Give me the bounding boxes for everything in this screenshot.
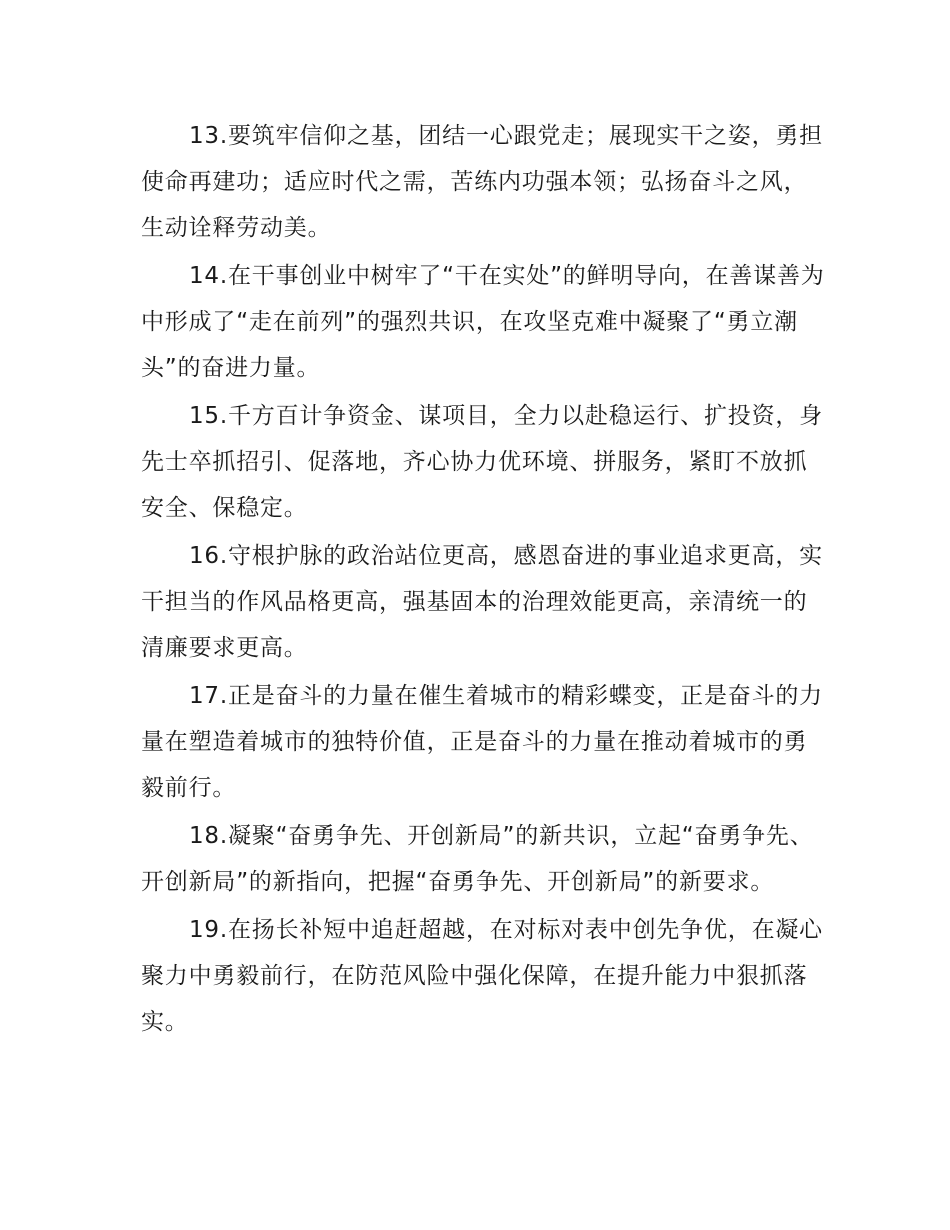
paragraph-17: 17.正是奋斗的力量在催生着城市的精彩蝶变，正是奋斗的力量在塑造着城市的独特价值，正是奋斗的力量在推动着城市的勇毅前行。 [141, 683, 823, 801]
document-body [141, 113, 831, 1047]
paragraph-14: 14.在干事创业中树牢了“干在实处”的鲜明导向，在善谋善为中形成了“走在前列”的强烈共识，在攻坚克难中凝聚了“勇立潮头”的奋进力量。 [141, 263, 825, 381]
paragraph-16: 16.守根护脉的政治站位更高，感恩奋进的事业追求更高，实干担当的作风品格更高，强基固本的治理效能更高，亲清统一的清廉要求更高。 [141, 543, 823, 661]
paragraph-18: 18.凝聚“奋勇争先、开创新局”的新共识，立起“奋勇争先、开创新局”的新指向，把握“奋勇争先、开创新局”的新要求。 [141, 823, 814, 895]
paragraph-13: 13.要筑牢信仰之基，团结一心跟党走；展现实干之姿，勇担使命再建功；适应时代之需，苦练内功强本领；弘扬奋斗之风，生动诠释劳动美。 [141, 123, 823, 241]
paragraph-19: 19.在扬长补短中追赶超越，在对标对表中创先争优，在凝心聚力中勇毅前行，在防范风险中强化保障，在提升能力中狠抓落实。 [141, 917, 823, 1035]
paragraph-15: 15.千方百计争资金、谋项目，全力以赴稳运行、扩投资，身先士卒抓招引、促落地，齐心协力优环境、拼服务，紧盯不放抓安全、保稳定。 [141, 403, 823, 521]
